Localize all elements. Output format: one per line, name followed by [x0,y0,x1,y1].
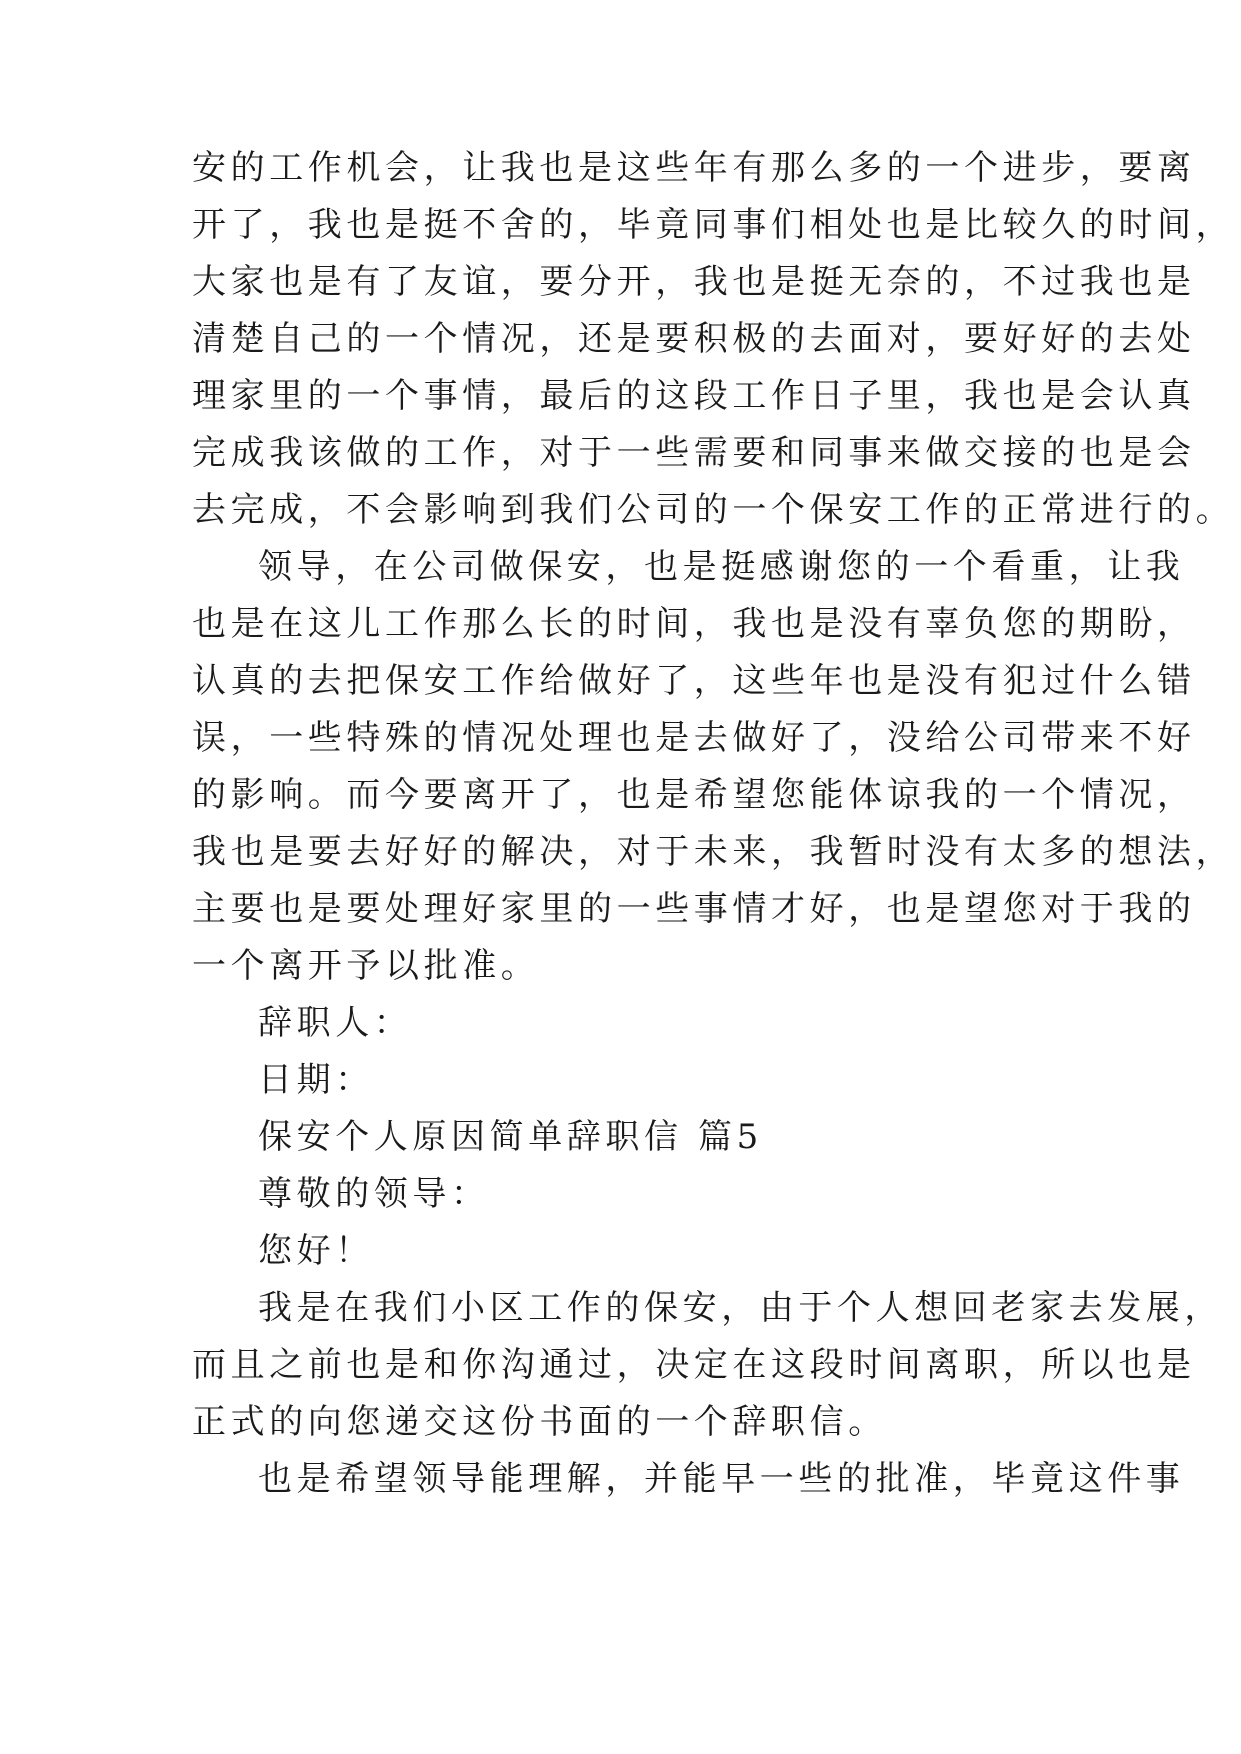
paragraph-first-line: 领导，在公司做保安，也是挺感谢您的一个看重，让我 [258,547,1185,587]
resignee-label: 辞职人： [258,1003,413,1043]
paragraph-line: 也是在这儿工作那么长的时间，我也是没有辜负您的期盼， [192,604,1196,644]
salutation: 尊敬的领导： [258,1174,490,1214]
paragraph-line: 而且之前也是和你沟通过，决定在这段时间离职，所以也是 [192,1345,1196,1385]
paragraph-line: 我也是要去好好的解决，对于未来，我暂时没有太多的想法， [192,832,1235,872]
section-title: 保安个人原因简单辞职信 篇5 [258,1117,763,1157]
paragraph-first-line: 也是希望领导能理解，并能早一些的批准，毕竟这件事 [258,1459,1185,1499]
greeting: 您好！ [258,1231,374,1271]
date-label: 日期： [258,1060,374,1100]
paragraph-line: 安的工作机会，让我也是这些年有那么多的一个进步，要离 [192,148,1196,188]
paragraph-line: 正式的向您递交这份书面的一个辞职信。 [192,1402,887,1442]
paragraph-line: 认真的去把保安工作给做好了，这些年也是没有犯过什么错 [192,661,1196,701]
paragraph-first-line: 我是在我们小区工作的保安，由于个人想回老家去发展， [258,1288,1223,1328]
paragraph-line: 主要也是要处理好家里的一些事情才好，也是望您对于我的 [192,889,1196,929]
paragraph-line: 大家也是有了友谊，要分开，我也是挺无奈的，不过我也是 [192,262,1196,302]
paragraph-line: 理家里的一个事情，最后的这段工作日子里，我也是会认真 [192,376,1196,416]
paragraph-line: 去完成，不会影响到我们公司的一个保安工作的正常进行的。 [192,490,1235,530]
paragraph-line: 完成我该做的工作，对于一些需要和同事来做交接的也是会 [192,433,1196,473]
paragraph-line: 误，一些特殊的情况处理也是去做好了，没给公司带来不好 [192,718,1196,758]
paragraph-line: 清楚自己的一个情况，还是要积极的去面对，要好好的去处 [192,319,1196,359]
paragraph-line: 一个离开予以批准。 [192,946,540,986]
paragraph-line: 开了，我也是挺不舍的，毕竟同事们相处也是比较久的时间， [192,205,1235,245]
paragraph-line: 的影响。而今要离开了，也是希望您能体谅我的一个情况， [192,775,1196,815]
